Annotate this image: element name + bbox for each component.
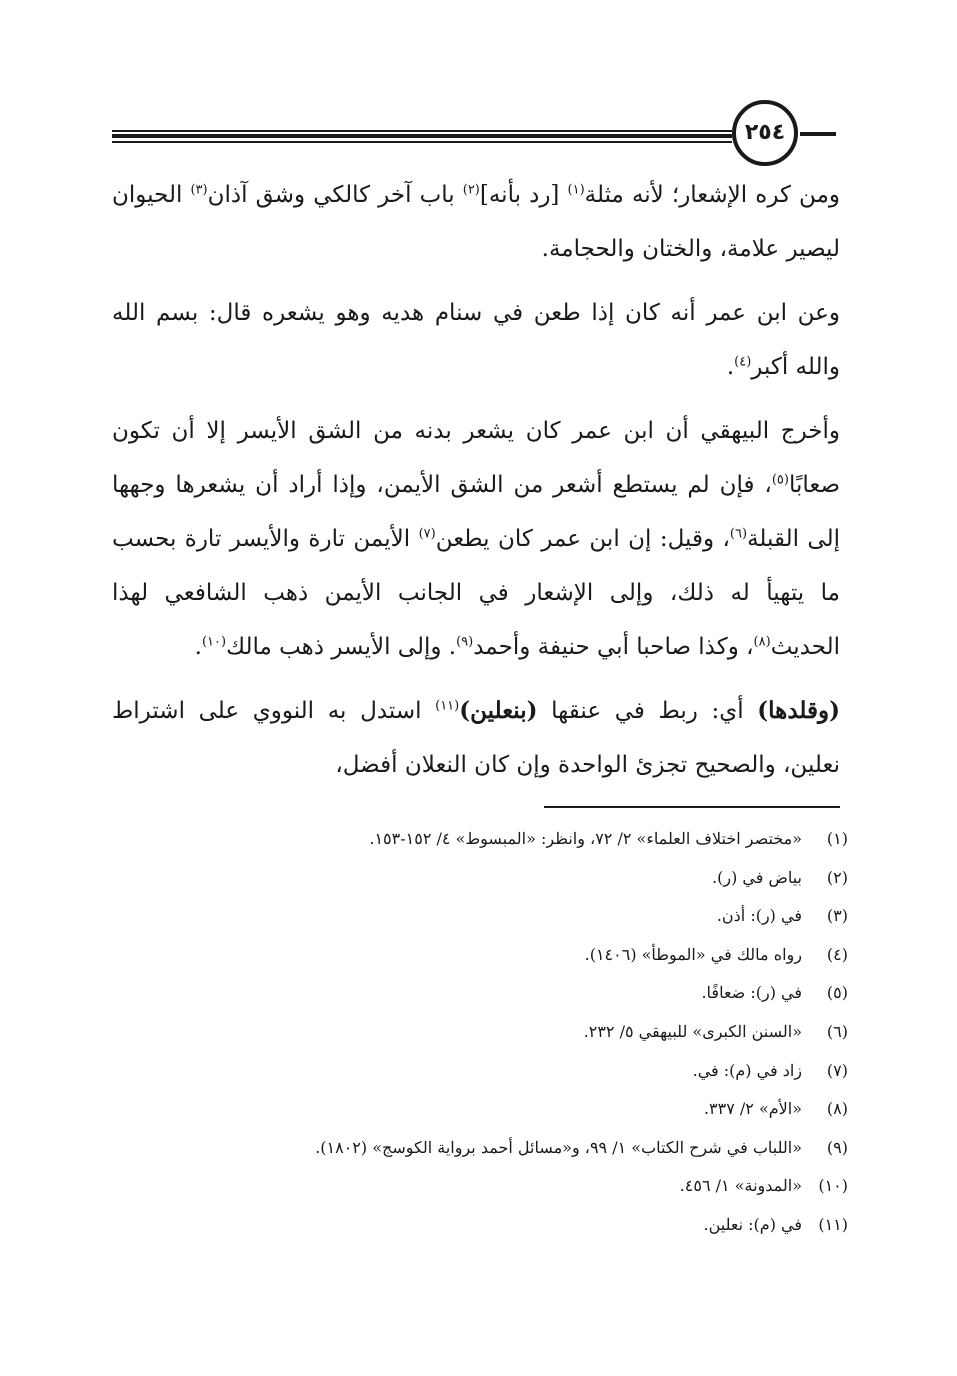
text-run: . [194,634,202,660]
footnote-ref: (٧) [418,526,436,542]
footnote-text: رواه مالك في «الموطأ» (١٤٠٦). [584,944,802,964]
header-rule-top [112,130,732,132]
paragraph [112,168,840,276]
footnote-text: «المدونة» ١/ ٤٥٦. [679,1176,802,1196]
text-run: الحيوان ليصير علامة، والختان والحجامة. [112,182,840,262]
footnote-text: زاد في (م): في. [692,1060,802,1080]
footnote [112,1206,848,1245]
text-run: . [726,354,735,380]
footnote-ref: (٩) [456,634,474,650]
footnote-number: (١٠) [818,1176,848,1196]
main-text [112,168,840,792]
footnote-ref: (٨) [753,634,771,650]
footnote-number: (١١) [818,1214,848,1234]
footnote-text: «مختصر اختلاف العلماء» ٢/ ٧٢، وانظر: «المبسوط» ٤/ ١٥٢-١٥٣. [369,829,802,848]
footnote-number: (٢) [826,867,848,887]
header-rule-bottom [112,141,732,143]
footnote-text: بياض في (ر). [712,867,802,887]
footnote-text: «اللباب في شرح الكتاب» ١/ ٩٩، و«مسائل أحمد برواية الكوسج» (١٨٠٢). [315,1137,802,1157]
footnote-number: (٦) [826,1021,848,1041]
footnote-ref: (٢) [462,182,480,198]
text-run: ، وقيل: إن ابن عمر كان يطعن [435,526,730,552]
text-run: ومن كره الإشعار؛ لأنه مثلة [584,182,840,208]
header-rule-right [800,132,836,136]
footnote-text: في (ر): ضعافًا. [701,983,802,1003]
footnote-ref: (٤) [734,354,752,370]
footnote-number: (٤) [826,944,848,964]
paragraph [112,286,840,394]
footnote [112,1090,848,1129]
footnote-ref: (١١) [435,698,460,714]
footnote [112,1167,848,1206]
footnotes [112,820,848,1245]
footnote-ref: (٥) [771,472,789,488]
footnote [112,820,848,859]
footnote [112,1013,848,1052]
footnote [112,897,848,936]
text-run: وعن ابن عمر أنه كان إذا طعن في سنام هديه وهو يشعره قال: بسم الله والله أكبر [112,300,840,380]
footnote-number: (٩) [826,1137,848,1157]
text-run: ، وكذا صاحبا أبي حنيفة وأحمد [473,634,754,660]
footnote-text: في (ر): أذن. [716,906,802,926]
footnote [112,974,848,1013]
footnote-text: في (م): نعلين. [703,1214,802,1234]
footnote-ref: (٦) [729,526,748,542]
page-number: ٢٥٤ [732,100,798,166]
footnote-number: (٥) [826,983,848,1003]
text-run: . وإلى الأيسر ذهب مالك [226,634,457,660]
footnote [112,1052,848,1091]
paragraph [112,684,840,792]
footnote [112,859,848,898]
footnote-text: «الأم» ٢/ ٣٣٧. [703,1099,802,1119]
text-run: ، فإن لم يستطع أشعر من الشق الأيمن، وإذا أراد أن يشعرها وجهها إلى القبلة [112,472,840,552]
footnote-ref: (٣) [190,182,208,198]
footnote [112,1129,848,1168]
text-run: أي: ربط في عنقها [537,698,758,724]
footnote-number: (١) [826,829,848,848]
text-run: باب آخر كالكي وشق آذان [207,182,463,208]
footnote-ref: (١) [567,182,585,198]
footnote-number: (٧) [826,1060,848,1080]
footnote-number: (٣) [826,906,848,926]
bold-text: (بنعلين) [459,697,538,724]
paragraph [112,404,840,674]
text-run: الأيمن تارة والأيسر تارة بحسب ما يتهيأ له ذلك، وإلى الإشعار في الجانب الأيمن ذهب الشافعي لهذا الحديث [112,526,840,660]
footnote-text: «السنن الكبرى» للبيهقي ٥/ ٢٣٢. [583,1021,802,1041]
text-run: استدل به النووي على اشتراط نعلين، والصحيح تجزئ الواحدة وإن كان النعلان أفضل، [112,698,840,778]
footnote-separator [544,806,840,808]
bold-text: (وقلدها) [757,697,840,724]
footnote-number: (٨) [826,1099,848,1119]
footnote [112,936,848,975]
text-run: [رد بأنه] [479,182,568,208]
footnote-ref: (١٠) [201,634,227,650]
text-run: وأخرج البيهقي أن ابن عمر كان يشعر بدنه من الشق الأيسر إلا أن تكون صعابًا [112,418,840,498]
header-rule-middle [112,134,732,138]
